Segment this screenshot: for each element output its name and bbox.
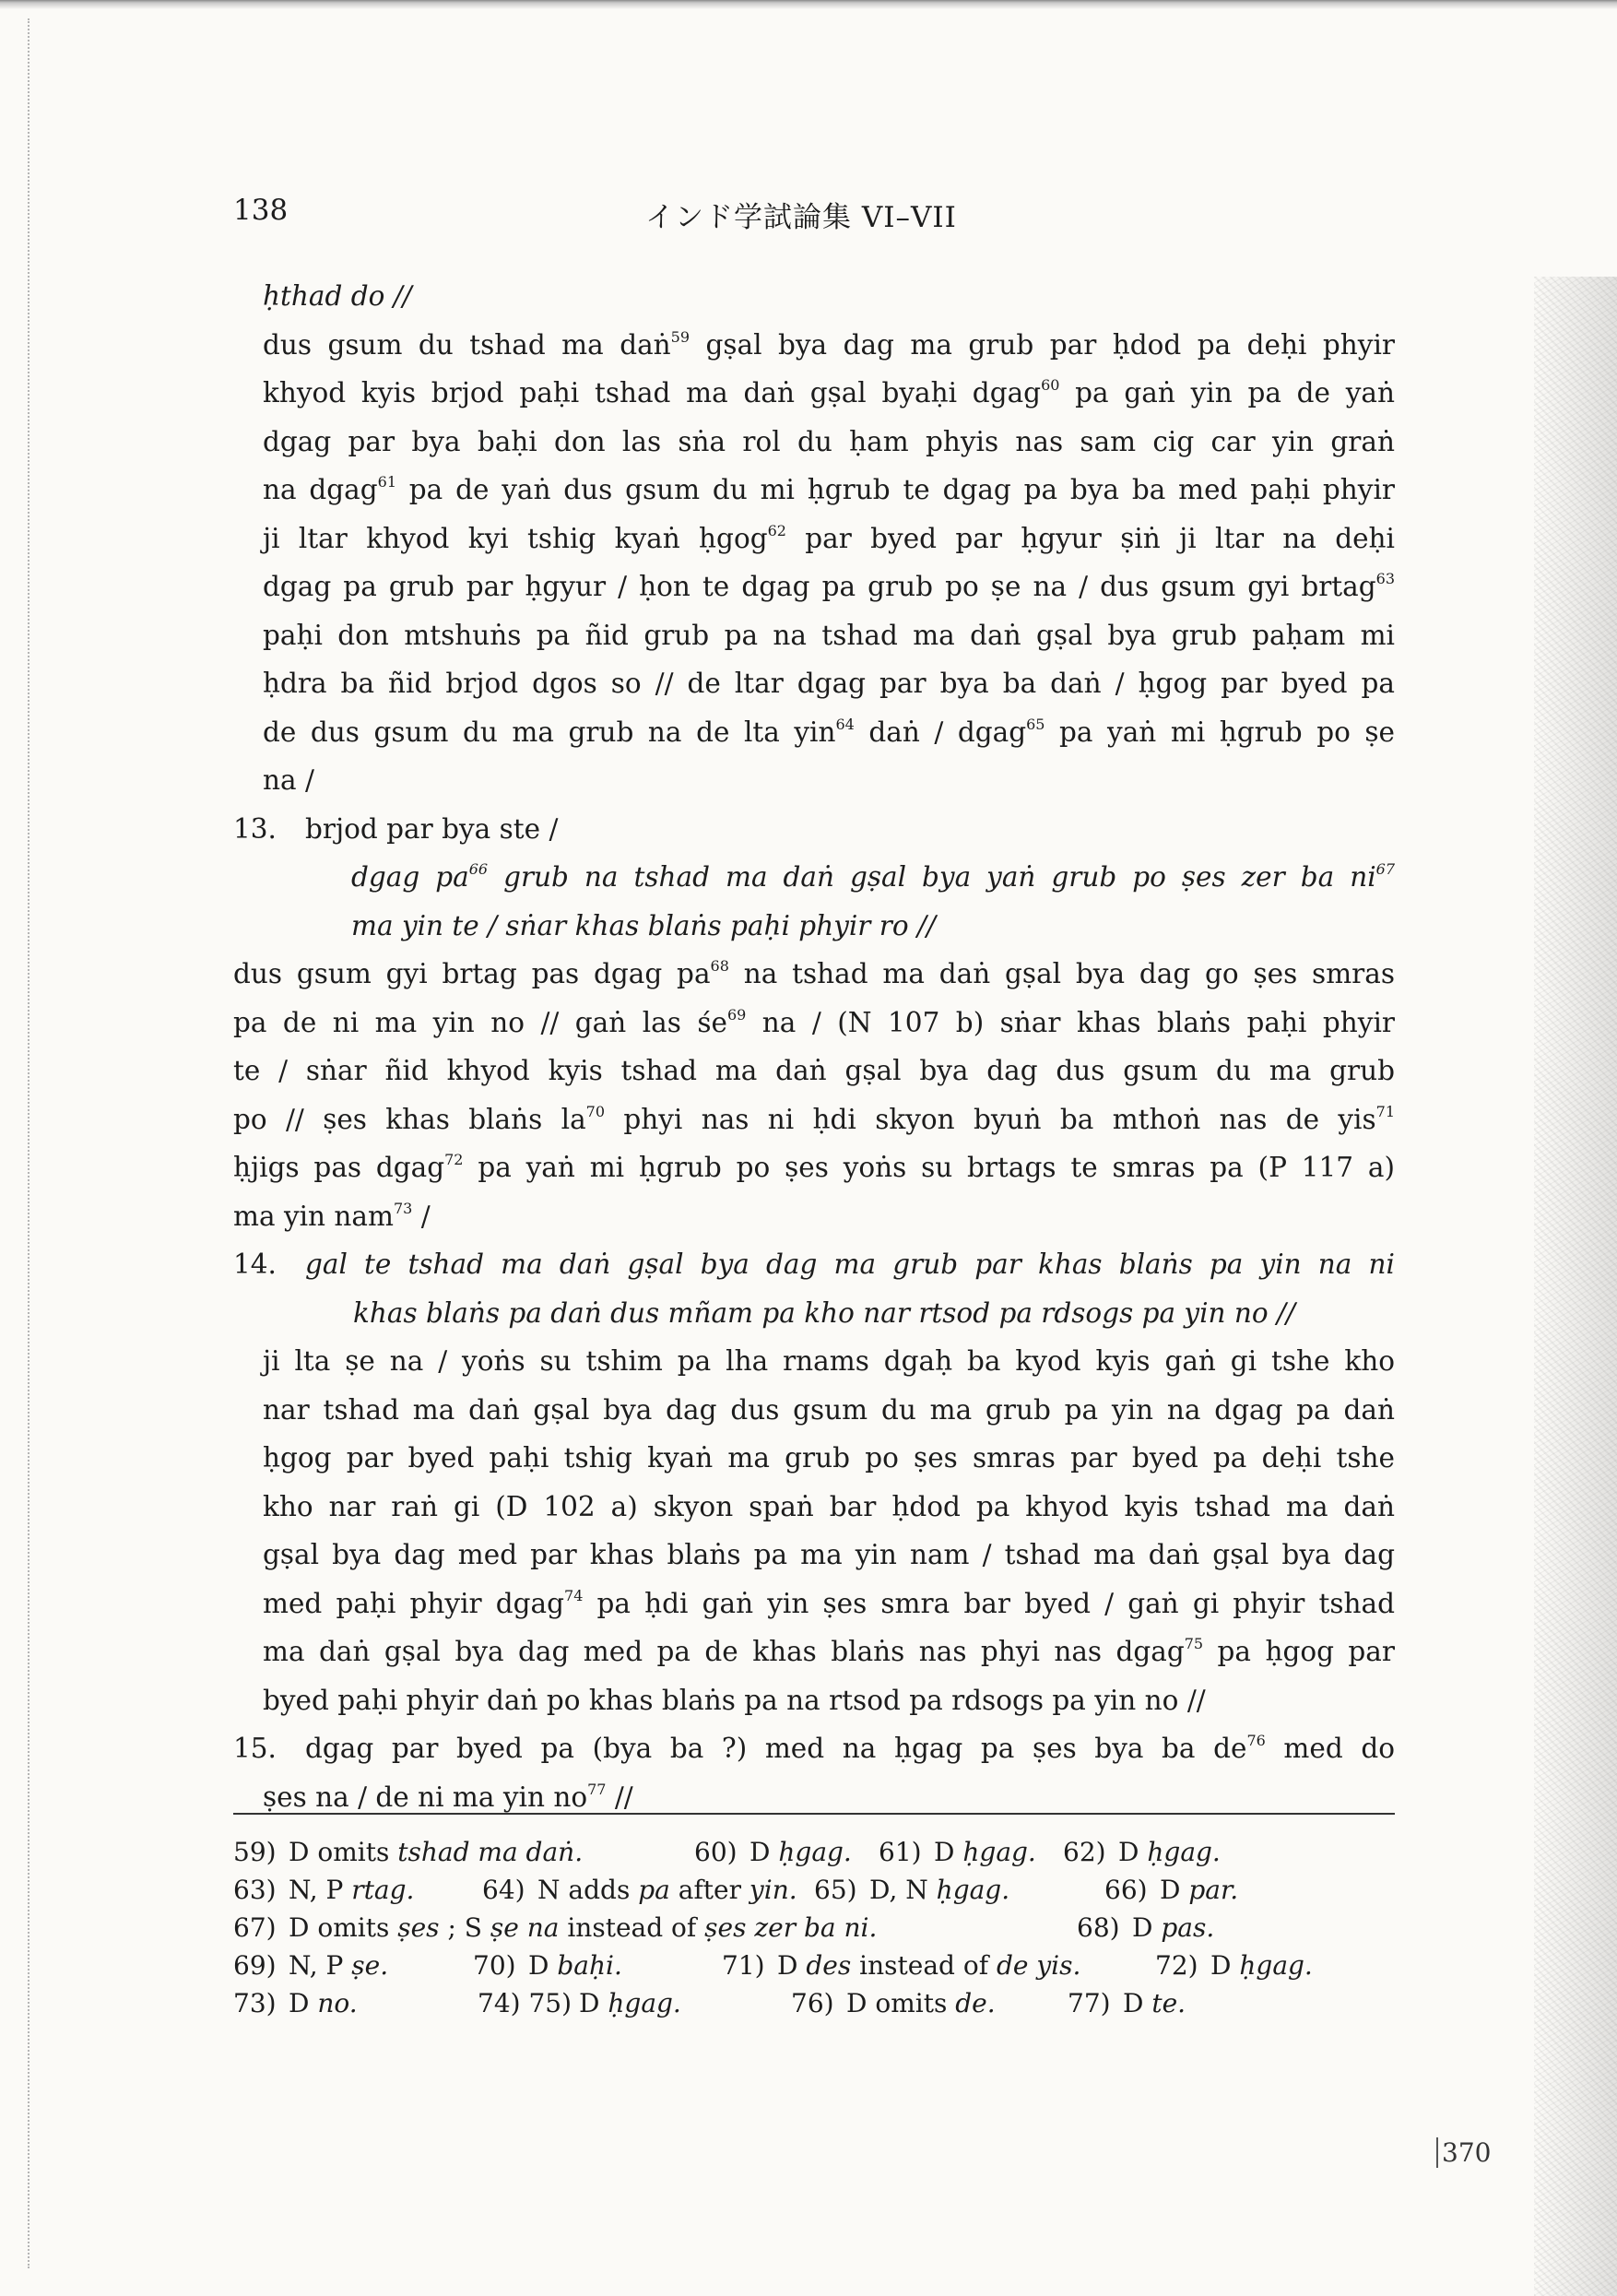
text-line: ji ltar khyod kyi tshig kyaṅ ḥgog$^{62}$ par byed par ḥgyur ṣiṅ ji ltar na deḥi [263,521,1395,554]
footnote-row [233,1833,1376,1871]
footnote-row [233,1984,1376,2022]
text-line: ḥthad do // [263,280,412,312]
page-header [0,194,1617,240]
page-number: 138 [233,194,289,227]
footnote-ref: 63 [1375,570,1395,587]
footnote: 59) D omits tshad ma daṅ. [233,1837,584,1867]
footnotes [233,1833,1376,2022]
footnote: 61) D ḥgag. [879,1837,1036,1867]
footnote: 74) 75) D ḥgag. [478,1988,681,2018]
scan-edge-left [28,18,32,2268]
footnote: 70) D baḥi. [473,1950,622,1981]
scan-edge-top [0,0,1617,9]
text-line: po // ṣes khas blaṅs $la^{70}$ phyi nas ni ḥdi skyon byuṅ ba mthoṅ nas de yis$^{71}$ [233,1102,1395,1135]
text-line: byed paḥi phyir daṅ po khas blaṅs pa na rtsod pa rdsogs pa yin no // [263,1684,1206,1716]
running-title: インド学試論集 VI–VII [645,201,957,234]
footnote: 67) D omits ṣes ; S ṣe na instead of ṣes zer ba ni. [233,1912,878,1943]
footnote: 66) D par. [1104,1875,1239,1905]
text-line: ḥjigs pas dgag$^{72}$ pa yaṅ mi ḥgrub po ṣes yoṅs su brtags te smras pa (P 117 a) [233,1151,1395,1183]
footnote: 64) N adds pa after yin. [482,1875,797,1905]
footnote-ref: 66 [468,860,489,878]
text-line: gṣal bya dag med par khas blaṅs pa ma yin nam / tshad ma daṅ gṣal bya dag [263,1539,1395,1570]
footnote-ref: 72 [444,1151,464,1168]
text-line: ma daṅ gṣal bya dag med pa de khas blaṅs nas phyi nas dgag$^{75}$ pa ḥgog par [263,1635,1395,1667]
scan-shadow-right [1534,277,1617,2296]
footnote-ref: 60 [1041,376,1060,394]
footnote-ref: 77 [587,1780,607,1798]
text-line: med paḥi phyir dgag$^{74}$ pa ḥdi gaṅ yin ṣes smra bar byed / gaṅ gi phyir tshad [263,1586,1396,1619]
footnote-row [233,1909,1376,1947]
verse-number: 14. [233,1249,277,1280]
verse-number: 13. [233,812,277,845]
text-line: na dgag$^{61}$ pa de yaṅ dus gsum du mi ḥgrub te dgag pa bya ba med paḥi phyir [263,473,1395,505]
footnote: 69) N, P ṣe. [233,1950,389,1981]
text-line: paḥi don mtshuṅs pa ñid grub pa na tshad ma daṅ gṣal bya grub paḥam mi [263,619,1395,651]
footnote: 63) N, P rtag. [233,1875,415,1905]
text-line: khyod kyis brjod paḥi tshad ma daṅ gṣal byaḥi dgag$^{60}$ pa gaṅ yin pa de yaṅ [263,376,1396,408]
footnote: 73) D no. [233,1988,358,2018]
text-line: na / [263,764,314,796]
verse-line: ma yin te / sṅar khas blaṅs paḥi phyir ro // [351,909,936,941]
footnote-ref: 71 [1375,1102,1395,1120]
text-line: ji lta ṣe na / yoṅs su tshim pa lha rnams dgaḥ ba kyod kyis gaṅ gi tshe kho [263,1345,1395,1377]
footnote-row [233,1947,1376,1984]
text-line: te / sṅar ñid khyod kyis tshad ma daṅ gṣal bya dag dus gsum du ma grub [233,1055,1395,1086]
footnote-ref: 64 [835,715,855,733]
verse-heading: 13. brjod par bya ste / [233,805,1395,854]
text-line: nar tshad ma daṅ gṣal bya dag dus gsum du ma grub pa yin na dgag pa daṅ [263,1393,1395,1426]
footnote-ref: 61 [377,473,396,491]
footnote: 62) D ḥgag. [1063,1837,1221,1867]
text-line: de dus gsum du ma grub na de lta yin$^{64}$ daṅ / dgag$^{65}$ pa yaṅ mi ḥgrub po ṣe [263,715,1395,748]
footnote-ref: 69 [726,1005,747,1024]
text-line: ṣes na / de ni ma yin $no^{77}$ // [263,1780,633,1813]
verse-number: 15. [233,1733,277,1764]
footnote-ref: 74 [564,1586,584,1604]
footnote-ref: 75 [1184,1635,1204,1652]
footnote-rule [233,1813,1395,1815]
verse-line: dgag $pa^{66}$ grub na tshad ma daṅ gṣal bya yaṅ grub po ṣes zer ba $ni^{67}$ [351,860,1395,893]
text-line: ḥgog par byed paḥi tshig kyaṅ ma grub po ṣes smras par byed pa deḥi tshe [263,1442,1395,1473]
footnote: 68) D pas. [1077,1912,1215,1943]
text-line: kho nar raṅ gi (D 102 a) skyon spaṅ bar ḥdod pa khyod kyis tshad ma daṅ [263,1490,1395,1522]
footnote-ref: 59 [670,327,690,346]
footnote-ref: 62 [767,521,786,539]
footnote-ref: 68 [710,957,729,975]
footnote-ref: 76 [1246,1732,1266,1749]
footnote: 71) D des instead of de yis. [722,1950,1081,1981]
text-line: dgag pa grub par ḥgyur / ḥon te dgag pa grub po ṣe na / dus gsum gyi brtag$^{63}$ [263,570,1395,602]
footnote: 76) D omits de. [791,1988,996,2018]
verse-line: 14. gal te tshad ma daṅ gṣal bya dag ma grub par khas blaṅs pa yin na ni [233,1240,1395,1289]
footnote-ref: 70 [585,1102,606,1120]
footnote: 77) D te. [1068,1988,1186,2018]
verse-heading: 15. dgag par byed pa (bya ba ?) med na ḥgag pa ṣes bya ba $de^{76}$ med do [233,1724,1395,1773]
footnote: 65) D, N ḥgag. [814,1875,1010,1905]
text-line: pa de ni ma yin no // gaṅ las $śe^{69}$ na / (N 107 b) sṅar khas blaṅs paḥi phyir [233,1005,1395,1038]
footnote: 72) D ḥgag. [1155,1950,1313,1981]
text-line: dgag par bya baḥi don las sṅa rol du ḥam phyis nas sam cig car yin graṅ [263,425,1395,457]
main-text [233,272,1395,1821]
footnote-ref: 65 [1026,715,1045,733]
footnote: 60) D ḥgag. [694,1837,852,1867]
text-line: ḥdra ba ñid brjod dgos so // de ltar dgag par bya ba daṅ / ḥgog par byed pa [263,668,1395,699]
archive-page-tag: 370 [1436,2137,1491,2168]
text-line: dus gsum du tshad ma daṅ$^{59}$ gṣal bya dag ma grub par ḥdod pa deḥi phyir [263,327,1395,361]
footnote-row [233,1871,1376,1909]
text-line: dus gsum gyi brtag pas dgag $pa^{68}$ na tshad ma daṅ gṣal bya dag go ṣes smras [233,957,1395,989]
footnote-ref: 73 [393,1199,413,1217]
text-line: ma yin nam$^{73}$ / [233,1199,431,1232]
footnote-ref: 67 [1375,860,1395,878]
verse-line: khas blaṅs pa daṅ dus mñam pa kho nar rtsod pa rdsogs pa yin no // [353,1296,1295,1329]
